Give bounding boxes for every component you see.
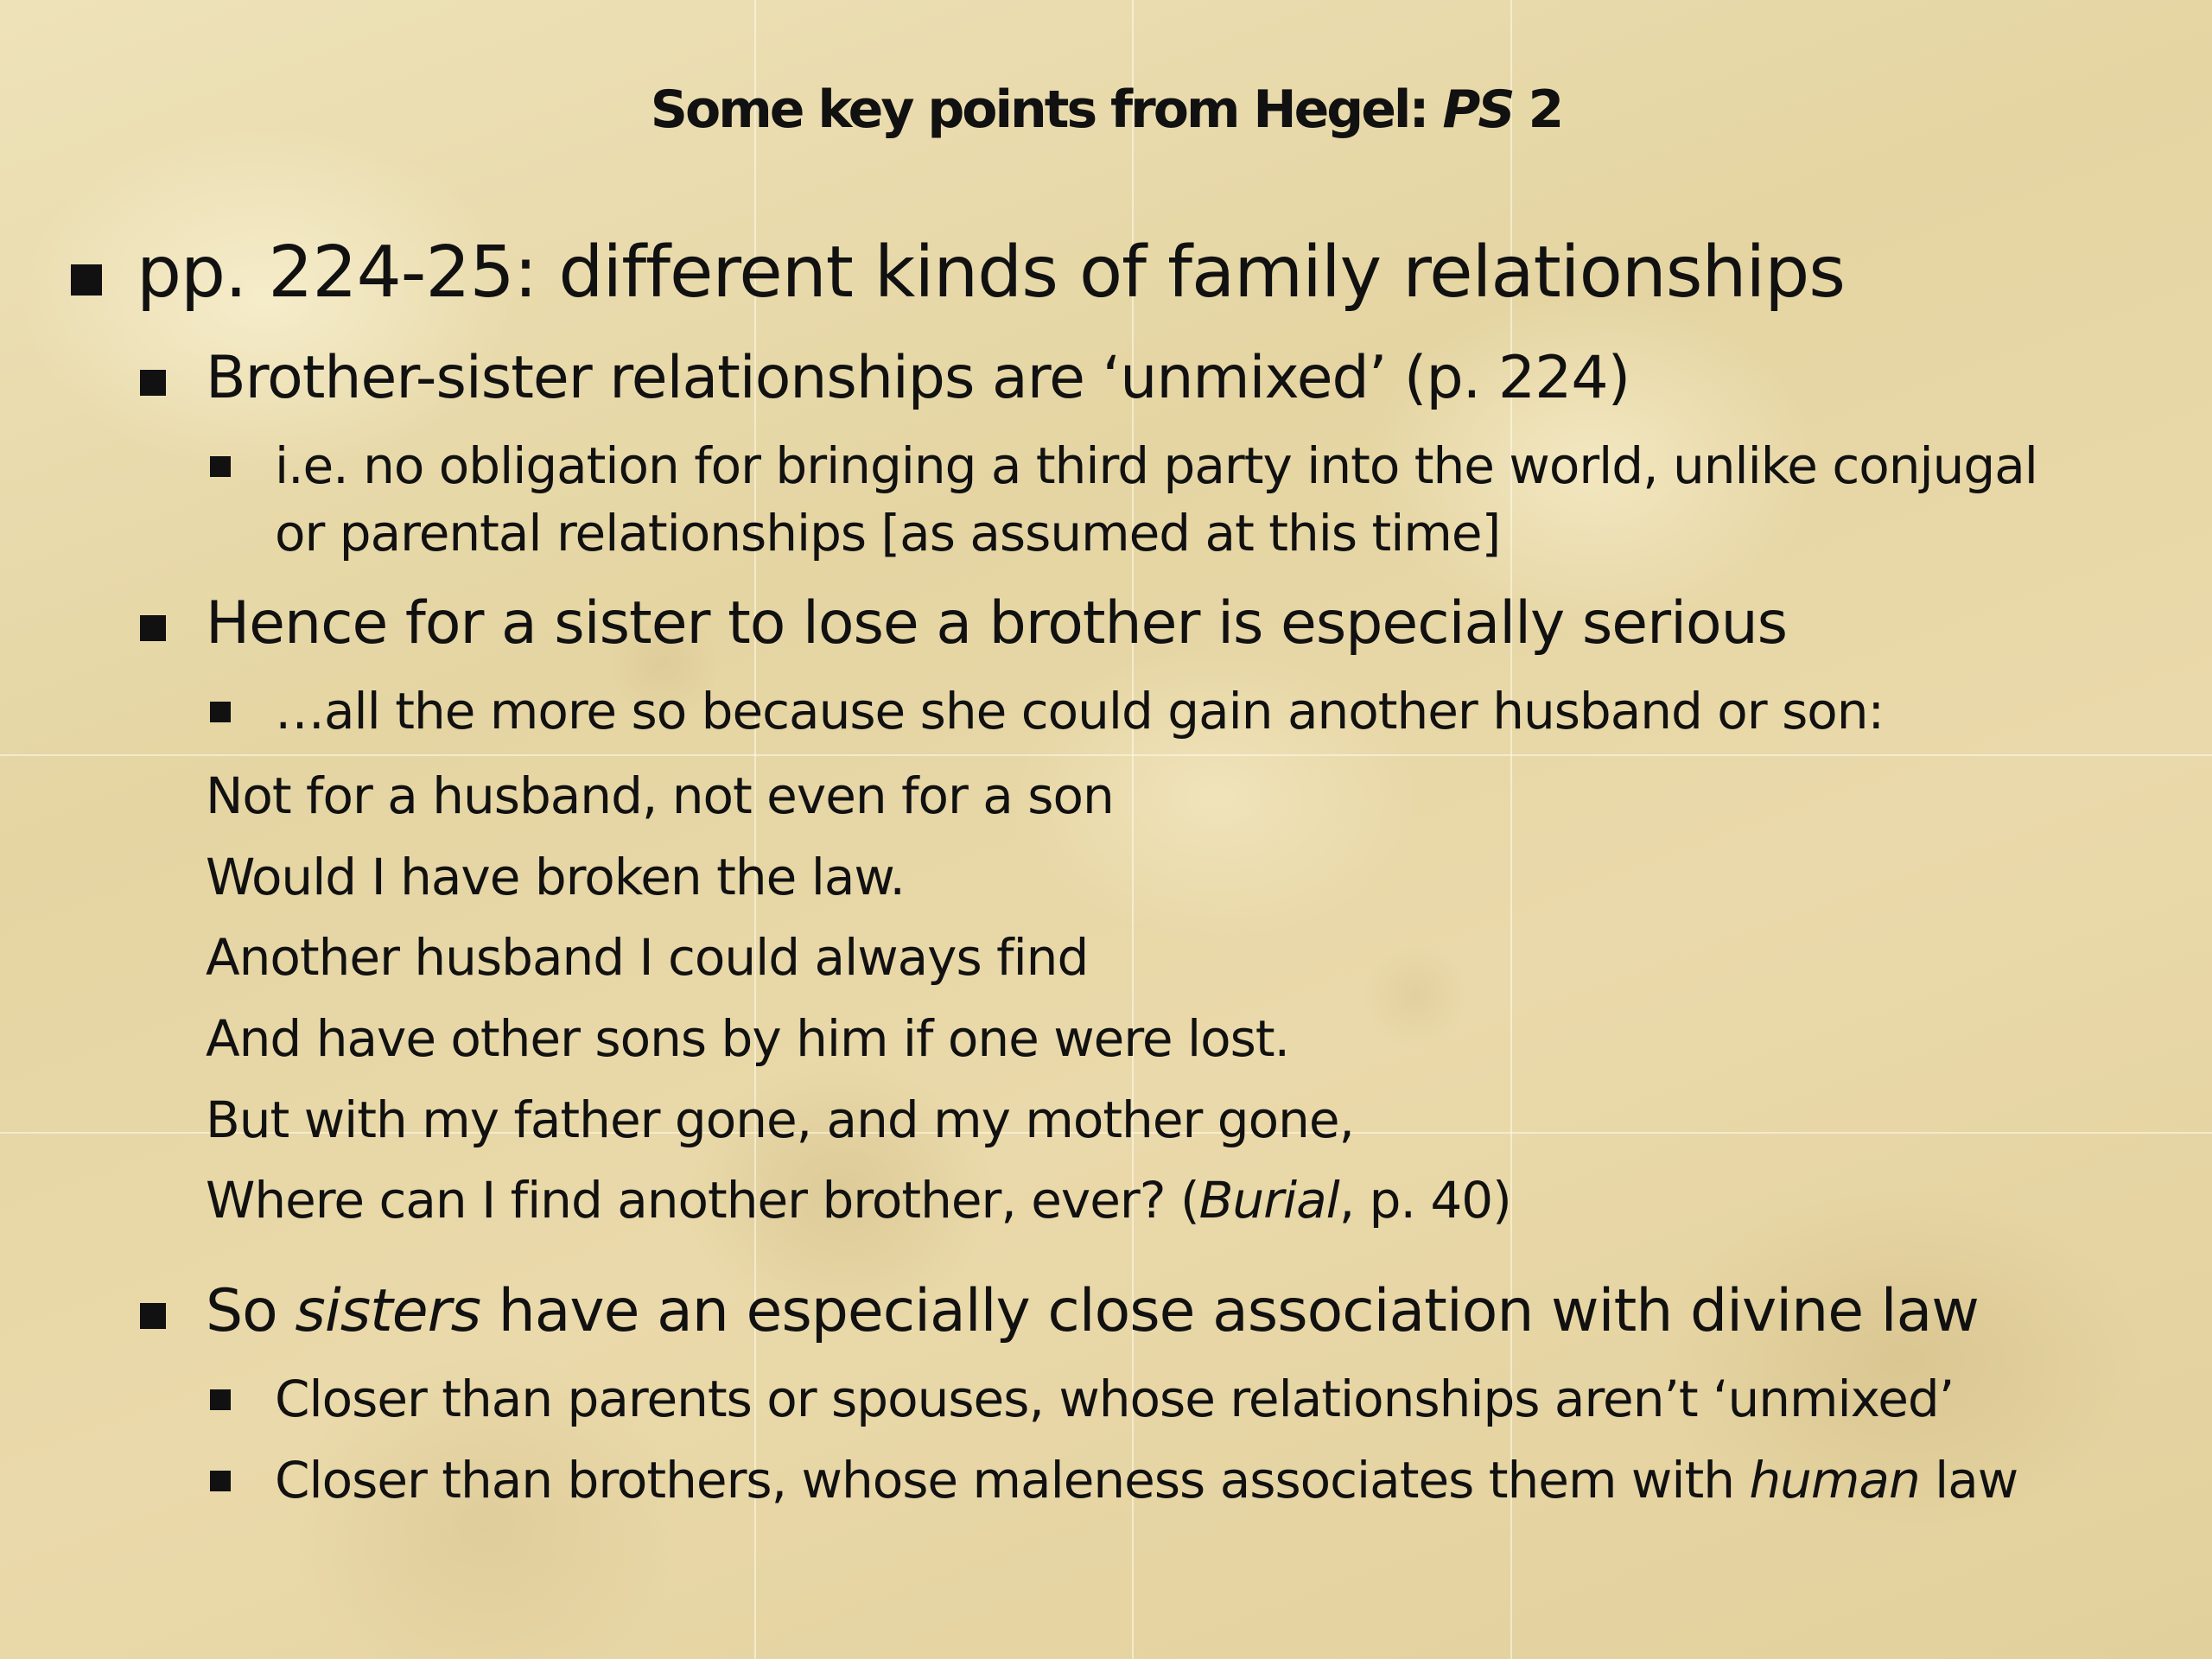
bullet-square-icon xyxy=(210,1389,231,1410)
poem-line: But with my father gone, and my mother gone, xyxy=(206,1090,1354,1149)
bullet-square-icon xyxy=(210,1471,231,1491)
bullet-square-icon xyxy=(140,1303,166,1329)
background-seam xyxy=(0,754,2212,756)
bullet-level3-text xyxy=(275,1446,2018,1514)
poem-line: And have other sons by him if one were lost. xyxy=(206,1009,1290,1068)
citation-page: , p. 40) xyxy=(1338,1171,1511,1230)
title-italic-text: PS xyxy=(1442,79,1513,140)
bullet-square-icon xyxy=(210,456,231,477)
slide-title xyxy=(0,45,2212,175)
bullet-text-part: law xyxy=(1919,1451,2018,1510)
bullet-text-part: So xyxy=(206,1277,296,1345)
bullet-text-italic: human xyxy=(1749,1451,1920,1510)
citation-title: Burial xyxy=(1198,1171,1339,1230)
title-text-end: 2 xyxy=(1512,79,1562,140)
bullet-text-italic: sisters xyxy=(295,1277,481,1345)
bullet-level2-text: Hence for a sister to lose a brother is especially serious xyxy=(206,589,1788,658)
title-text: Some key points from Hegel: xyxy=(650,79,1443,140)
bullet-square-icon xyxy=(210,702,231,722)
bullet-level2-text: Brother-sister relationships are ‘unmixed’ (p. 224) xyxy=(206,344,1630,412)
bullet-level3-text: Closer than parents or spouses, whose relationships aren’t ‘unmixed’ xyxy=(275,1370,1955,1428)
bullet-square-icon xyxy=(71,264,102,296)
bullet-level3-text: i.e. no obligation for bringing a third party into the world, unlike conjugal xyxy=(275,436,2037,495)
bullet-square-icon xyxy=(140,615,166,641)
bullet-level2-text xyxy=(206,1275,1979,1348)
poem-line-citation xyxy=(206,1166,1511,1234)
bullet-text-part: have an especially close association with divine law xyxy=(480,1277,1979,1345)
bullet-text-part: Closer than brothers, whose maleness associates them with xyxy=(275,1451,1750,1510)
bullet-level1-text: pp. 224-25: different kinds of family relationships xyxy=(137,232,1845,314)
poem-line: Another husband I could always find xyxy=(206,928,1089,987)
bullet-square-icon xyxy=(140,370,166,396)
poem-line: Not for a husband, not even for a son xyxy=(206,766,1114,825)
poem-line-text: Where can I find another brother, ever? ( xyxy=(206,1171,1199,1230)
bullet-level3-text: …all the more so because she could gain another husband or son: xyxy=(275,682,1885,741)
bullet-level3-text-continued: or parental relationships [as assumed at this time] xyxy=(275,504,1501,563)
poem-line: Would I have broken the law. xyxy=(206,848,905,906)
